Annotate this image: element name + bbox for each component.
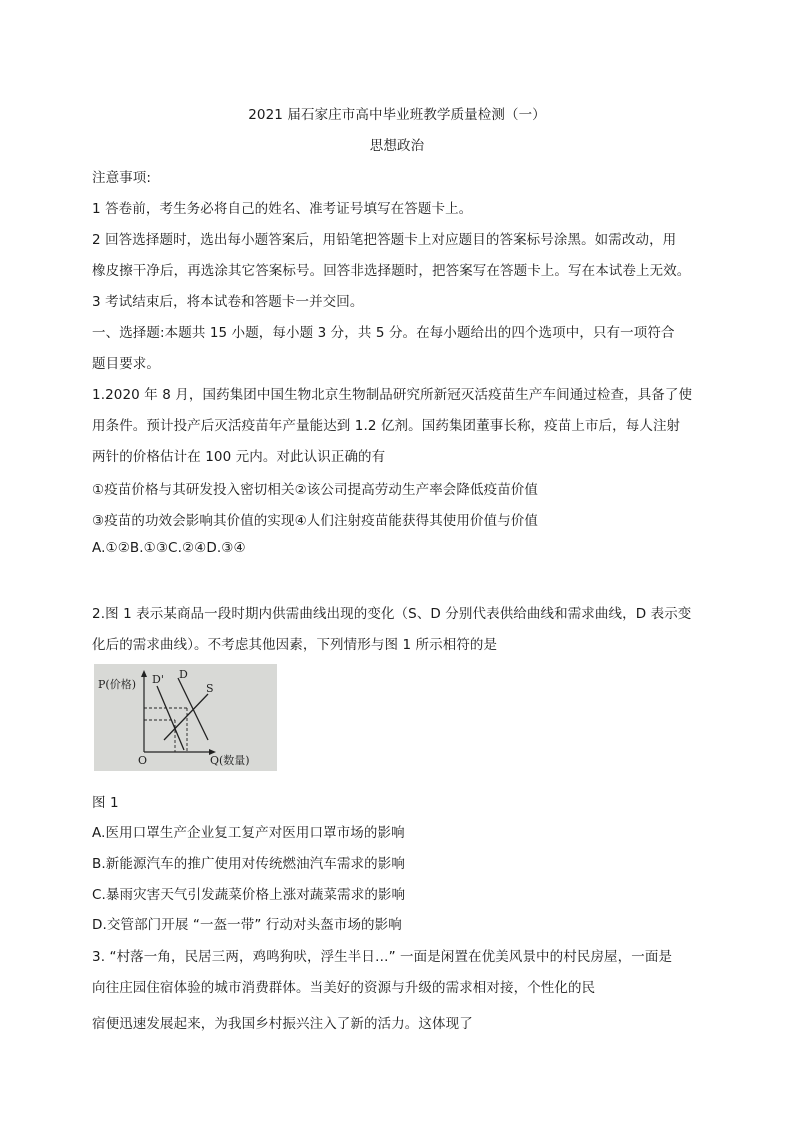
q1-statements-2: ③疫苗的功效会影响其价值的实现④人们注射疫苗能获得其使用价值与价值 <box>92 513 539 529</box>
q2-stem-line-1: 2.图 1 表示某商品一段时期内供需曲线出现的变化（S、D 分别代表供给曲线和需求曲线，D 表示变 <box>92 606 692 622</box>
notice-item-1: 1 答卷前，考生务必将自己的姓名、准考证号填写在答题卡上。 <box>92 201 473 217</box>
curve-label-s: S <box>206 682 214 695</box>
q3-stem-line-2: 向往庄园住宿体验的城市消费群体。当美好的资源与升级的需求相对接，个性化的民 <box>92 980 596 996</box>
q1-statements-1: ①疫苗价格与其研发投入密切相关②该公司提高劳动生产率会降低疫苗价值 <box>92 482 539 498</box>
section-instructions-cont: 题目要求。 <box>92 356 160 372</box>
y-axis-arrow <box>141 670 147 677</box>
q1-stem-line-3: 两针的价格估计在 100 元内。对此认识正确的有 <box>92 449 386 465</box>
y-axis-label: P(价格) <box>98 678 136 691</box>
curve-label-d: D <box>179 668 188 681</box>
notice-item-2: 2 回答选择题时，选出每小题答案后，用铅笔把答题卡上对应题目的答案标号涂黑。如需改动，用 <box>92 232 677 248</box>
figure-caption: 图 1 <box>92 795 119 811</box>
notice-item-3: 3 考试结束后，将本试卷和答题卡一并交回。 <box>92 294 364 310</box>
q3-stem-line-3: 宿便迅速发展起来，为我国乡村振兴注入了新的活力。这体现了 <box>92 1016 473 1032</box>
supply-demand-diagram <box>94 664 277 771</box>
demand-curve-d-prime <box>157 686 184 750</box>
exam-title: 2021 届石家庄市高中毕业班教学质量检测（一） <box>248 107 546 123</box>
supply-demand-figure <box>94 664 277 771</box>
q2-option-b: B.新能源汽车的推广使用对传统燃油汽车需求的影响 <box>92 856 405 872</box>
q2-option-a: A.医用口罩生产企业复工复产对医用口罩市场的影响 <box>92 825 405 841</box>
q2-option-c: C.暴雨灾害天气引发蔬菜价格上涨对蔬菜需求的影响 <box>92 887 406 903</box>
notice-heading: 注意事项: <box>92 170 152 186</box>
exam-subject: 思想政治 <box>369 138 425 154</box>
q3-stem-line-1: 3. “村落一角，民居三两，鸡鸣狗吠，浮生半日…” 一面是闲置在优美风景中的村民房屋，一面是 <box>92 949 673 965</box>
origin-label: O <box>138 754 148 767</box>
q1-options: A.①②B.①③C.②④D.③④ <box>92 540 246 556</box>
section-instructions: 一、选择题:本题共 15 小题，每小题 3 分，共 5 分。在每小题给出的四个选项中，只有一项符合 <box>92 325 675 341</box>
q1-stem-line-1: 1.2020 年 8 月，国药集团中国生物北京生物制品研究所新冠灭活疫苗生产车间通过检查，具备了使 <box>92 387 693 403</box>
q1-stem-line-2: 用条件。预计投产后灭活疫苗年产量能达到 1.2 亿剂。国药集团董事长称，疫苗上市后，每人注射 <box>92 418 681 434</box>
curve-label-d-prime: D' <box>152 673 164 686</box>
q2-stem-line-2: 化后的需求曲线）。不考虑其他因素，下列情形与图 1 所示相符的是 <box>92 637 498 653</box>
x-axis-label: Q(数量) <box>210 754 250 767</box>
notice-item-2-cont: 橡皮擦干净后，再选涂其它答案标号。回答非选择题时，把答案写在答题卡上。写在本试卷上无效。 <box>92 263 691 279</box>
q2-option-d: D.交管部门开展 “一盔一带” 行动对头盔市场的影响 <box>92 917 402 933</box>
